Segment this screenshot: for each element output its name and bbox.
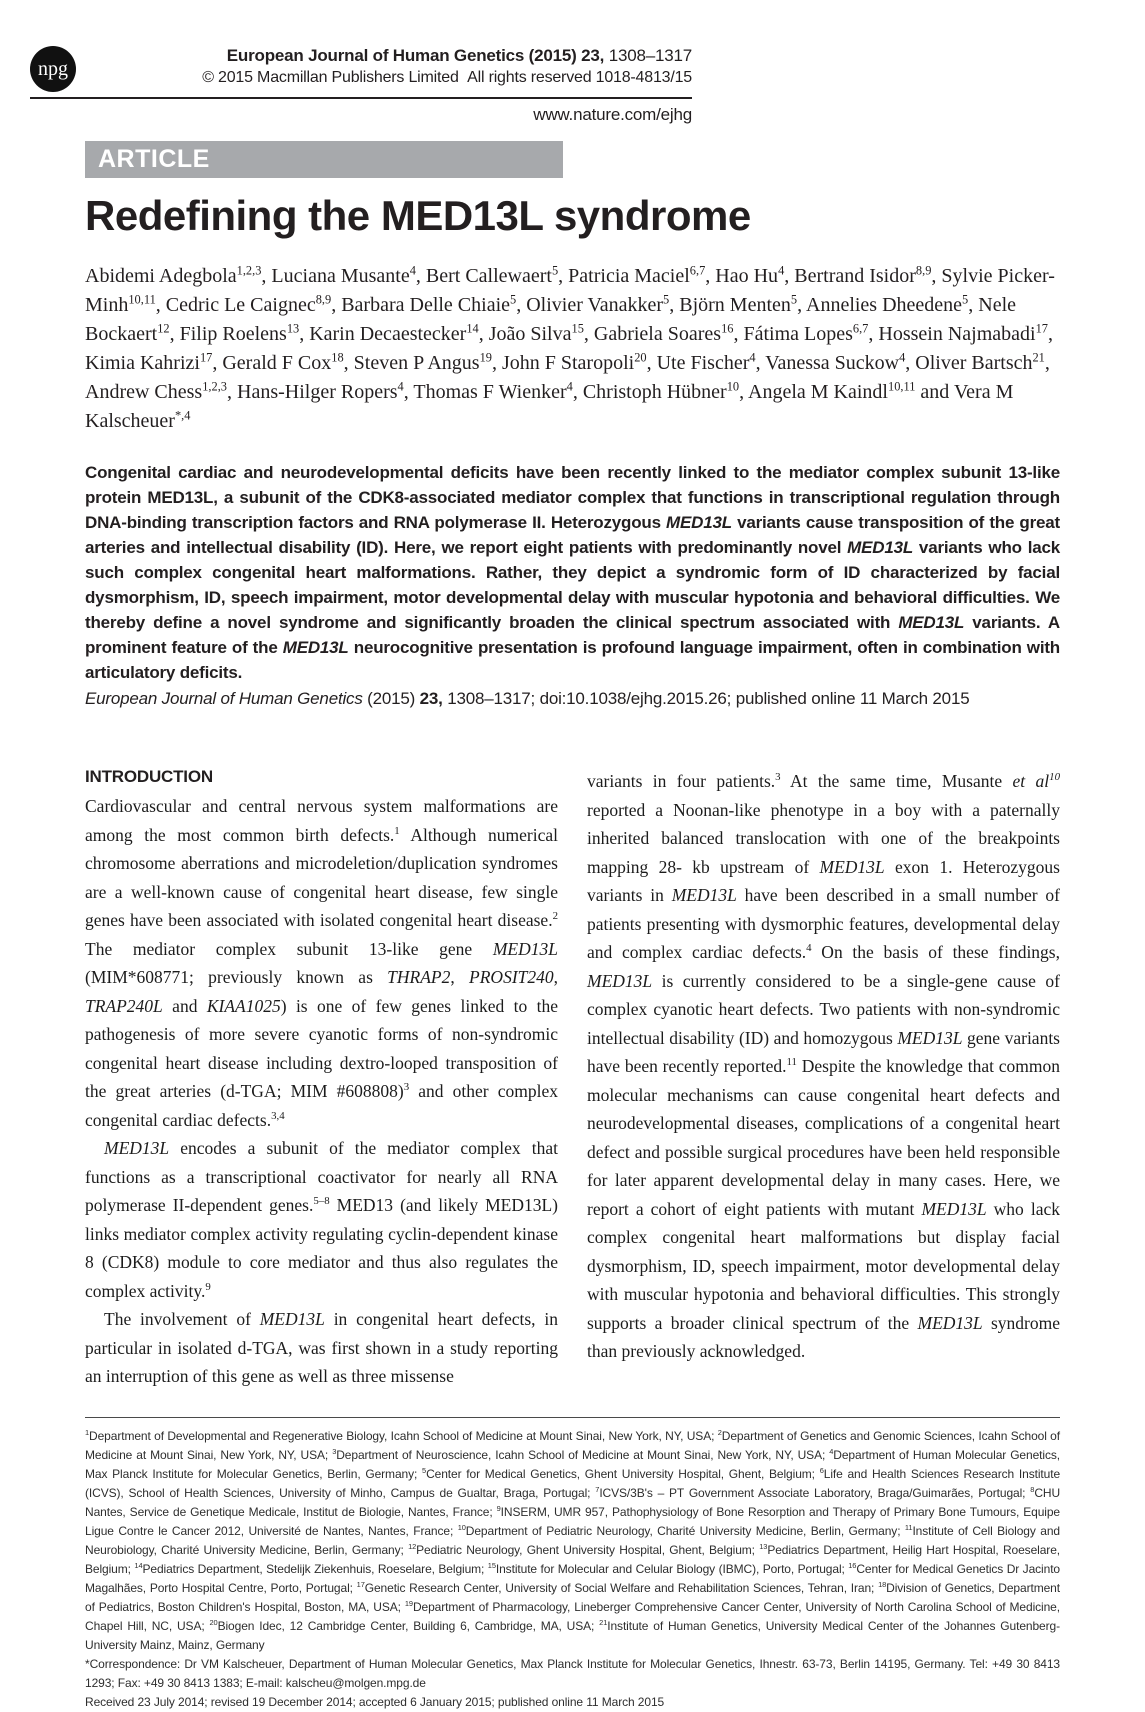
body-paragraph: The involvement of MED13L in congenital heart defects, in particular in isolated d-TGA, was first shown in a study reporting an interruption of this gene as well as three missense (85, 1309, 558, 1386)
masthead-rule (30, 97, 692, 99)
body-columns (85, 767, 1060, 1391)
footnotes-block (85, 1417, 1060, 1712)
right-column-paragraphs (587, 767, 1060, 1366)
left-column (85, 767, 558, 1391)
body-paragraph: MED13L encodes a subunit of the mediator complex that functions as a transcriptional coactivator for nearly all RNA polymerase II-dependent genes.$^{5-8}$ MED13 (and likely MED13L) links mediator complex activity regulating cyclin-dependent kinase 8 (CDK8) module to core mediator and thus also regulates the complex activity.$^9$ (85, 1138, 559, 1301)
abstract-text: Congenital cardiac and neurodevelopmental deficits have been recently linked to the mediator complex subunit 13-like protein MED13L, a subunit of the CDK8-associated mediator complex that functions in transcriptional regulation through DNA-binding transcription factors and RNA polymerase II. Heterozygous MED13L variants cause transposition of the great arteries and intellectual disability (ID). Here, we report eight patients with predominantly novel MED13L variants who lack such complex congenital heart malformations. Rather, they depict a syndromic form of ID characterized by facial dysmorphism, ID, speech impairment, motor developmental delay with muscular hypotonia and behavioral difficulties. We thereby define a novel syndrome and significantly broaden the clinical spectrum associated with MED13L variants. A prominent feature of the MED13L neurocognitive presentation is profound language impairment, often in combination with articulatory deficits. (85, 463, 1060, 682)
journal-citation-header: European Journal of Human Genetics (2015) 23, 1308–1317 (226, 46, 692, 65)
copyright-line: © 2015 Macmillan Publishers Limited All rights reserved 1018-4813/15 (202, 69, 692, 86)
introduction-heading: INTRODUCTION (85, 767, 213, 786)
right-column (587, 767, 1060, 1391)
affiliations-list: $^1$Department of Developmental and Regenerative Biology, Icahn School of Medicine at Mount Sinai, New York, NY, USA; $^2$Department of Genetics and Genomic Sciences, Icahn School of Medicine at Mount Sinai, New York, NY, USA; $^3$Department of Neuroscience, Icahn School of Medicine at Mount Sinai, New York, NY, USA; $^4$Department of Human Molecular Genetics, Max Planck Institute for Molecular Genetics, Berlin, Germany; $^5$Center for Medical Genetics, Ghent University Hospital, Ghent, Belgium; $^6$Life and Health Sciences Research Institute (ICVS), School of Health Sciences, University of Minho, Campus de Gualtar, Braga, Portugal; $^7$ICVS/3B's – PT Government Associate Laboratory, Braga/Guimarães, Portugal; $^8$CHU Nantes, Service de Genetique Medicale, Institut de Biologie, Nantes, France; $^9$INSERM, UMR 957, Pathophysiology of Bone Resorption and Therapy of Primary Bone Tumours, Equipe Ligue Contre le Cancer 2012, Université de Nantes, Nantes, France; $^{10}$Department of Pediatric Neurology, Charité University Medicine, Berlin, Germany; $^{11}$Institute of Cell Biology and Neurobiology, Charité University Medicine, Berlin, Germany; $^{12}$Pediatric Neurology, Ghent University Hospital, Ghent, Belgium; $^{13}$Pediatrics Department, Heilig Hart Hospital, Roeselare, Belgium; $^{14}$Pediatrics Department, Stedelijk Ziekenhuis, Roeselare, Belgium; $^{15}$Institute for Molecular and Celular Biology (IBMC), Porto, Portugal; $^{16}$Center for Medical Genetics Dr Jacinto Magalhães, Porto Hospital Centre, Porto, Portugal; $^{17}$Genetic Research Center, University of Social Welfare and Rehabilitation Sciences, Tehran, Iran; $^{18}$Division of Genetics, Department of Pediatrics, Boston Children's Hospital, Boston, MA, USA; $^{19}$Department of Pharmacology, Lineberger Comprehensive Cancer Center, University of North Carolina School of Medicine, Chapel Hill, NC, USA; $^{20}$Biogen Idec, 12 Cambridge Center, Building 6, Cambridge, MA, USA; $^{21}$Institute of Human Genetics, University Medical Center of the Johannes Gutenberg-University Mainz, Mainz, Germany (85, 1427, 1061, 1652)
received-dates-line: Received 23 July 2014; revised 19 December 2014; accepted 6 January 2015; published online 11 March 2015 (85, 1694, 665, 1709)
paper-title: Redefining the MED13L syndrome (85, 192, 751, 239)
left-column-paragraphs (85, 792, 558, 1391)
npg-logo: npg (30, 46, 76, 92)
correspondence-note: *Correspondence: Dr VM Kalscheuer, Department of Human Molecular Genetics, Max Planck Institute for Molecular Genetics, Ihnestr. 63-73, Berlin 14195, Germany. Tel: +49 30 8413 1293; Fax: +49 30 8413 1383; E-mail: kalscheu@molgen.mpg.de (85, 1656, 1060, 1690)
masthead (30, 44, 692, 125)
journal-website-url: www.nature.com/ejhg (533, 105, 692, 124)
authors-list: Abidemi Adegbola$^{1,2,3}$, Luciana Musante$^4$, Bert Callewaert$^5$, Patricia Maciel$^{6,7}$, Hao Hu$^4$, Bertrand Isidor$^{8,9}$, Sylvie Picker-Minh$^{10,11}$, Cedric Le Caignec$^{8,9}$, Barbara Delle Chiaie$^5$, Olivier Vanakker$^5$, Björn Menten$^5$, Annelies Dheedene$^5$, Nele Bockaert$^{12}$, Filip Roelens$^{13}$, Karin Decaestecker$^{14}$, João Silva$^{15}$, Gabriela Soares$^{16}$, Fátima Lopes$^{6,7}$, Hossein Najmabadi$^{17}$, Kimia Kahrizi$^{17}$, Gerald F Cox$^{18}$, Steven P Angus$^{19}$, John F Staropoli$^{20}$, Ute Fischer$^4$, Vanessa Suckow$^4$, Oliver Bartsch$^{21}$, Andrew Chess$^{1,2,3}$, Hans-Hilger Ropers$^4$, Thomas F Wienker$^4$, Christoph Hübner$^{10}$, Angela M Kaindl$^{10,11}$ and Vera M Kalscheuer$^{*,4}$ (85, 263, 1055, 432)
body-paragraph: variants in four patients.$^3$ At the same time, Musante et $al^{10}$ reported a Noonan-like phenotype in a boy with a paternally inherited balanced translocation with one of the breakpoints mapping 28- kb upstream of MED13L exon 1. Heterozygous variants in MED13L have been described in a small number of patients presenting with dysmorphic features, developmental delay and complex cardiac defects.$^4$ On the basis of these findings, MED13L is currently considered to be a single-gene cause of complex cyanotic heart defects. Two patients with non-syndromic intellectual disability (ID) and homozygous MED13L gene variants have been recently reported.$^{11}$ Despite the knowledge that common molecular mechanisms can cause congenital heart defects and neurodevelopmental diseases, complications of a congenital heart defect and possible surgical procedures have been held responsible for later apparent developmental delay in many cases. Here, we report a cohort of eight patients with mutant MED13L who lack complex congenital heart malformations but display facial dysmorphism, ID, speech impairment, motor developmental delay with muscular hypotonia and behavioral difficulties. This strongly supports a broader clinical spectrum of the MED13L syndrome than previously acknowledged. (587, 771, 1060, 1361)
body-paragraph: Cardiovascular and central nervous system malformations are among the most common birth defects.$^1$ Although numerical chromosome aberrations and microdeletion/duplication syndromes are a well-known cause of congenital heart disease, few single genes have been associated with isolated congenital heart disease.$^2$ The mediator complex subunit 13-like gene MED13L (MIM*608771; previously known as THRAP2, PROSIT240, TRAP240L and KIAA1025) is one of few genes linked to the pathogenesis of more severe cyanotic forms of non-syndromic congenital heart disease including dextro-looped transposition of the great arteries (d-TGA; MIM #608808)$^3$ and other complex congenital cardiac defects.$^{3,4}$ (85, 796, 559, 1130)
article-type-banner: ARTICLE (85, 141, 563, 178)
citation-line: European Journal of Human Genetics (2015) 23, 1308–1317; doi:10.1038/ejhg.2015.26; published online 11 March 2015 (85, 689, 970, 708)
